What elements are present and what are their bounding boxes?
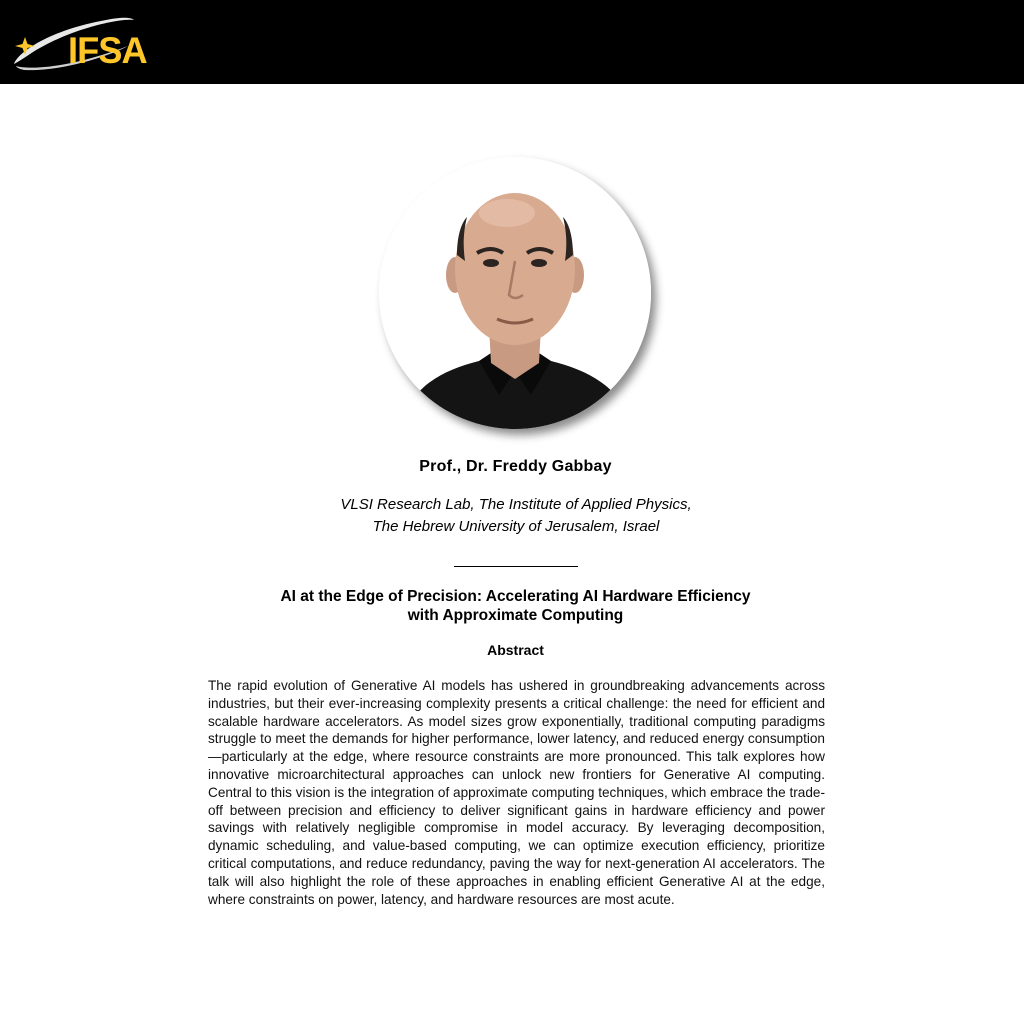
speaker-portrait (379, 157, 651, 429)
abstract-heading: Abstract (487, 642, 544, 658)
affiliation-line-1: VLSI Research Lab, The Institute of Applied Physics, (340, 496, 692, 513)
affiliation-line-2: The Hebrew University of Jerusalem, Israel (372, 518, 660, 535)
speaker-name: Prof., Dr. Freddy Gabbay (419, 458, 612, 475)
ifsa-logo[interactable] (10, 12, 147, 74)
logo-text: IFSA (68, 30, 147, 71)
talk-title (0, 587, 1024, 625)
speaker-affiliation (0, 494, 1024, 538)
section-divider (454, 566, 578, 567)
talk-title-line-1: AI at the Edge of Precision: Accelerating AI Hardware Efficiency (280, 588, 751, 605)
talk-title-line-2: with Approximate Computing (407, 607, 624, 624)
header-bar (0, 0, 1024, 84)
abstract-text: The rapid evolution of Generative AI models has ushered in groundbreaking advancements across industries, but their ever-increasing complexity presents a critical challenge: the need for efficient and scalable hardware accelerators. As model sizes grow exponentially, traditional computing paradigms struggle to meet the demands for higher performance, lower latency, and reduced energy consumption—particularly at the edge, where resource constraints are more pronounced. This talk explores how innovative microarchitectural approaches can unlock new frontiers for Generative AI computing. Central to this vision is the integration of approximate computing techniques, which embrace the trade-off between precision and efficiency to deliver significant gains in hardware efficiency and power savings with relatively negligible compromise in model accuracy. By leveraging decomposition, dynamic scheduling, and value-based computing, we can optimize execution efficiency, prioritize critical computations, and reduce redundancy, paving the way for next-generation AI accelerators. The talk will also highlight the role of these approaches in enabling efficient Generative AI at the edge, where constraints on power, latency, and hardware resources are most acute. (208, 678, 825, 907)
